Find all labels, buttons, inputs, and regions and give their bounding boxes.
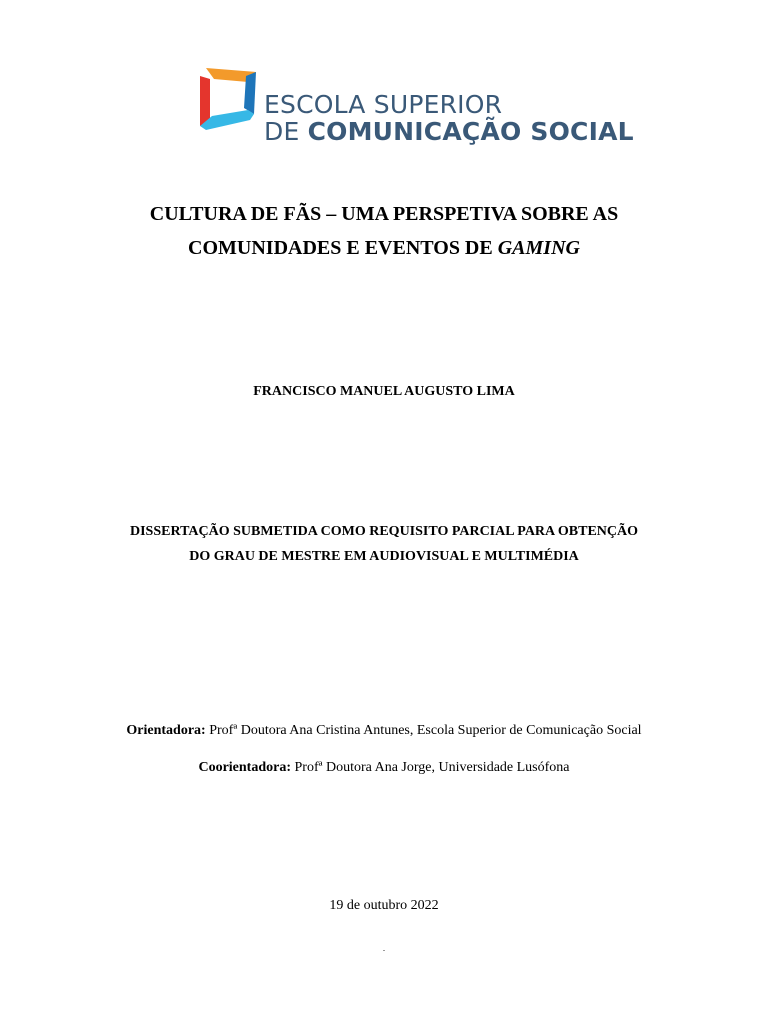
supervisor-value: Profª Doutora Ana Cristina Antunes, Escola Superior de Comunicação Social bbox=[209, 723, 642, 738]
dissertation-statement-line-1: DISSERTAÇÃO SUBMETIDA COMO REQUISITO PARCIAL PARA OBTENÇÃO bbox=[130, 524, 638, 539]
document-title-line-1: CULTURA DE FÃS – UMA PERSPETIVA SOBRE AS bbox=[149, 203, 619, 225]
submission-date: 19 de outubro 2022 bbox=[329, 898, 439, 913]
title-line-2-italic: GAMING bbox=[497, 237, 580, 259]
title-line-2-prefix: COMUNIDADES E EVENTOS DE bbox=[188, 237, 493, 259]
dissertation-statement-line-2: DO GRAU DE MESTRE EM AUDIOVISUAL E MULTIMÉDIA bbox=[189, 549, 579, 564]
logo-line-2 bbox=[264, 119, 634, 144]
page-mark bbox=[383, 950, 385, 951]
document-title-line-2 bbox=[0, 238, 768, 258]
cosupervisor-line bbox=[0, 761, 768, 775]
supervisor-line bbox=[0, 724, 768, 738]
logo-mark-icon bbox=[200, 68, 256, 130]
logo-line-2-prefix: DE bbox=[264, 117, 300, 146]
cosupervisor-label: Coorientadora: bbox=[198, 760, 292, 775]
logo-wordmark bbox=[264, 92, 634, 144]
logo-line-1: ESCOLA SUPERIOR bbox=[264, 90, 503, 119]
school-logo bbox=[200, 68, 634, 148]
logo-line-2-bold: COMUNICAÇÃO SOCIAL bbox=[307, 117, 634, 146]
supervisor-label: Orientadora: bbox=[126, 723, 206, 738]
cosupervisor-value: Profª Doutora Ana Jorge, Universidade Lusófona bbox=[294, 760, 570, 775]
author-name: FRANCISCO MANUEL AUGUSTO LIMA bbox=[253, 384, 515, 399]
